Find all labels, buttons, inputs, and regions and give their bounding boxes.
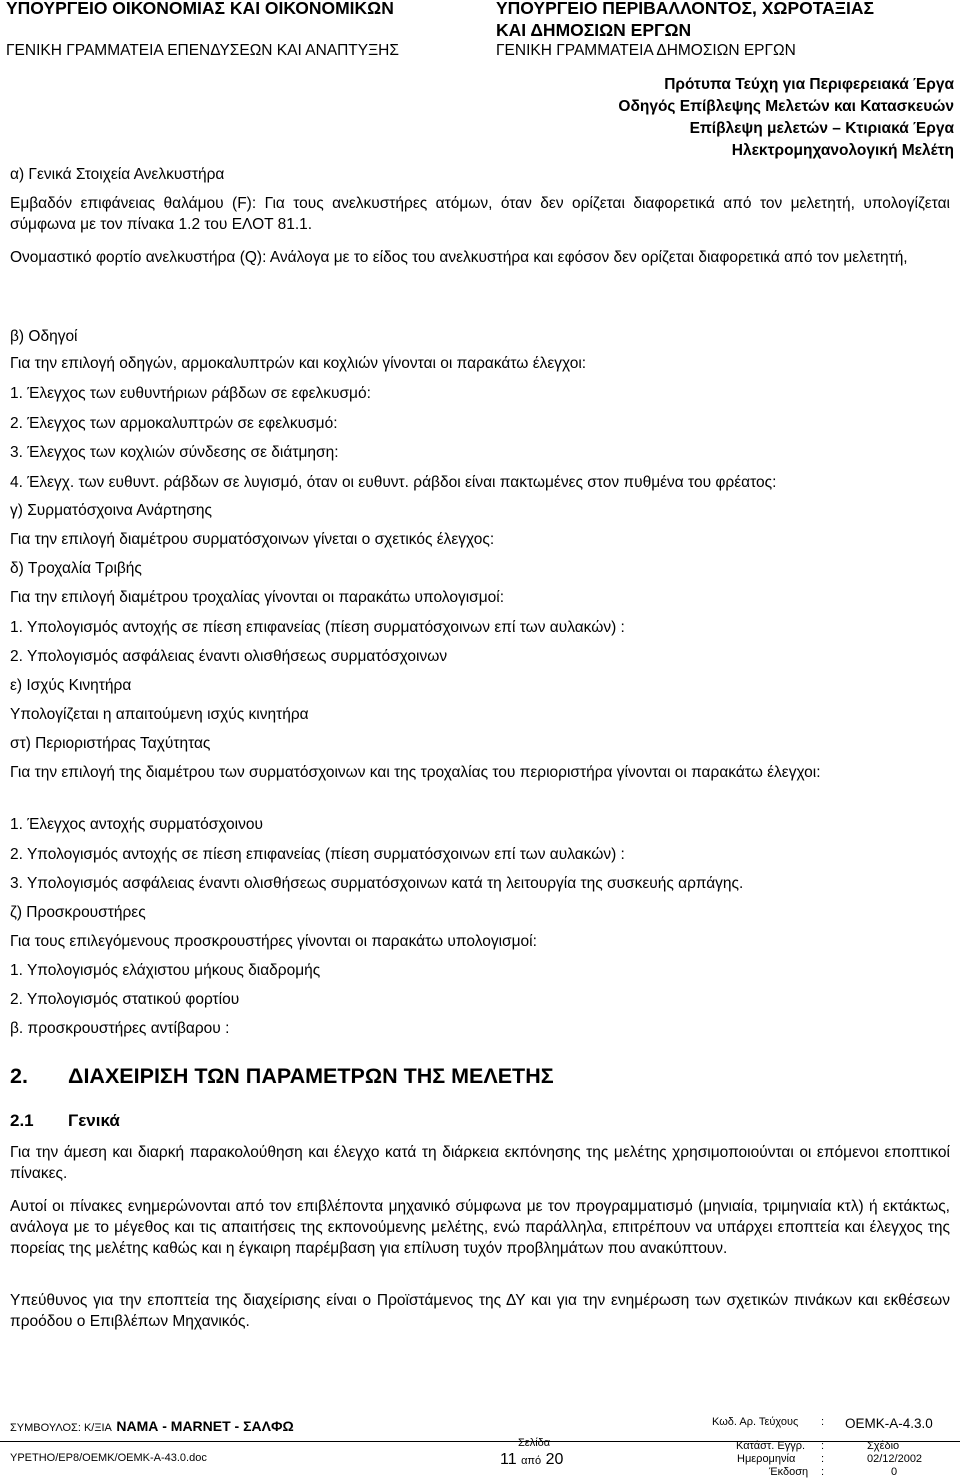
footer-status-value: Σχέδιο (867, 1440, 900, 1452)
guides-item-1: 1. Έλεγχος των ευθυντήριων ράβδων σε εφελκυσμό: (10, 385, 371, 402)
governor-item-3: 3. Υπολογισμός ασφάλειας έναντι ολισθήσεως συρματόσχοινων κατά τη λειτουργία της συσκευής αρπάγης. (10, 875, 744, 892)
buffers-intro: Για τους επιλεγόμενους προσκρουστήρες γίνονται οι παρακάτω υπολογισμοί: (10, 933, 537, 950)
heading-motor-power: ε) Ισχύς Κινητήρα (10, 677, 132, 694)
buffers-item-3: β. προσκρουστήρες αντίβαρου : (10, 1020, 230, 1037)
sheave-item-2: 2. Υπολογισμός ασφάλειας έναντι ολισθήσεως συρματόσχοινων (10, 648, 448, 665)
footer-date-label: Ημερομηνία (737, 1453, 796, 1465)
guides-item-4: 4. Έλεγχ. των ευθυντ. ράβδων σε λυγισμό, όταν οι ευθυντ. ράβδοι είναι πακτωμένες στον πυθμένα του φρέατος: (10, 474, 777, 491)
paragraph-monitoring: Για την άμεση και διαρκή παρακολούθηση και έλεγχο κατά τη διάρκεια εκπόνησης της μελέτης χρησιμοποιούνται οι επόμενοι εποπτικοί πίνακες. (10, 1144, 950, 1182)
paragraph-responsibility: Υπεύθυνος για την εποπτεία της διαχείρισης είναι ο Προϊστάμενος της ΔΥ και για την ενημέρωση των σχετικών πινάκων και εκθέσεων προόδου ο Επιβλέπων Μηχανικός. (10, 1292, 950, 1330)
footer-page-of: από (521, 1455, 542, 1467)
footer-colon-3: : (821, 1453, 825, 1465)
header-secretariat-right: ΓΕΝΙΚΗ ΓΡΑΜΜΑΤΕΙΑ ΔΗΜΟΣΙΩΝ ΕΡΓΩΝ (496, 42, 796, 59)
doc-title-line-2: Οδηγός Επίβλεψης Μελετών και Κατασκευών (618, 98, 954, 115)
motor-intro: Υπολογίζεται η απαιτούμενη ισχύς κινητήρα (10, 706, 309, 723)
governor-item-2: 2. Υπολογισμός αντοχής σε πίεση επιφανείας (πίεση συρματόσχοινων επί των αυλακών) : (10, 846, 625, 863)
buffers-item-1: 1. Υπολογισμός ελάχιστου μήκους διαδρομής (10, 962, 321, 979)
footer-edition-value: 0 (891, 1466, 898, 1478)
buffers-item-2: 2. Υπολογισμός στατικού φορτίου (10, 991, 240, 1008)
footer-page-number: 11 (500, 1451, 517, 1468)
heading-speed-governor: στ) Περιοριστήρας Ταχύτητας (10, 735, 211, 752)
footer-colon-4: : (821, 1466, 825, 1478)
footer-page-label: Σελίδα (518, 1437, 551, 1449)
footer-consultant-name: ΝΑΜΑ - MARNET - ΣΑΛΦΩ (116, 1418, 294, 1434)
subsection-title: Γενικά (68, 1111, 120, 1130)
header-ministry-right-1: ΥΠΟΥΡΓΕΙΟ ΠΕΡΙΒΑΛΛΟΝΤΟΣ, ΧΩΡΟΤΑΞΙΑΣ (496, 0, 875, 18)
paragraph-tables-update: Αυτοί οι πίνακες ενημερώνονται από τον επιβλέποντα μηχανικό σύμφωνα με τον προγραμματισμό (μηνιαία, τριμηνιαία κτλ) ή εκτάκτως, ανάλογα με το μέγεθος και τις απαιτήσεις της εκπονούμενης μελέτης, ενώ παράλληλα, επιτρέπουν να υπάρχει εποπτεία και έλεγχος της πορείας της μελέτης καθώς και η έγκαιρη παρέμβαση για επίλυση τυχόν προβλημάτων που ανακύπτουν. (10, 1198, 950, 1257)
section-number: 2. (10, 1064, 28, 1088)
heading-buffers: ζ) Προσκρουστήρες (10, 904, 146, 921)
guides-intro: Για την επιλογή οδηγών, αρμοκαλυπτρών και κοχλιών γίνονται οι παρακάτω έλεγχοι: (10, 355, 587, 372)
doc-title-line-3: Επίβλεψη μελετών – Κτιριακά Έργα (689, 120, 954, 137)
footer-page-counter (500, 1451, 563, 1469)
footer-divider (0, 1441, 960, 1442)
footer-edition-label: Έκδοση (769, 1466, 809, 1478)
governor-intro: Για την επιλογή της διαμέτρου των συρματόσχοινων και της τροχαλίας του περιοριστήρα γίνονται οι παρακάτω έλεγχοι: (10, 764, 821, 781)
footer-consultant-label: ΣΥΜΒΟΥΛΟΣ: Κ/ΞΙΑ (10, 1422, 112, 1434)
section-title: ΔΙΑΧΕΙΡΙΣΗ ΤΩΝ ΠΑΡΑΜΕΤΡΩΝ ΤΗΣ ΜΕΛΕΤΗΣ (68, 1064, 554, 1088)
paragraph-floor-area: Εμβαδόν επιφάνειας θαλάμου (F): Για τους ανελκυστήρες ατόμων, όταν δεν ορίζεται διαφορετικά από τον μελετητή, υπολογίζεται σύμφωνα με τον πίνακα 1.2 του ΕΛΟΤ 81.1. (10, 195, 950, 233)
doc-title-line-1: Πρότυπα Τεύχη για Περιφερειακά Έργα (664, 76, 954, 93)
footer-consultant (10, 1418, 294, 1436)
footer-file-name: ΥΡΕΤΗΟ/ΕΡ8/ΟΕΜΚ/ΟΕΜΚ-Α-43.0.doc (10, 1452, 207, 1464)
footer-colon-2: : (821, 1440, 825, 1452)
guides-item-2: 2. Έλεγχος των αρμοκαλυπτρών σε εφελκυσμό: (10, 415, 338, 432)
doc-title-line-4: Ηλεκτρομηχανολογική Μελέτη (731, 142, 954, 159)
heading-guides: β) Οδηγοί (10, 328, 78, 345)
heading-general-lift: α) Γενικά Στοιχεία Ανελκυστήρα (10, 166, 225, 183)
footer-status-label: Κατάστ. Εγγρ. (736, 1440, 806, 1452)
heading-ropes: γ) Συρματόσχοινα Ανάρτησης (10, 502, 213, 519)
heading-traction-sheave: δ) Τροχαλία Τριβής (10, 560, 142, 577)
footer-page-total: 20 (545, 1451, 564, 1468)
paragraph-nominal-load: Ονομαστικό φορτίο ανελκυστήρα (Q): Ανάλογα με το είδος του ανελκυστήρα και εφόσον δεν ορίζεται διαφορετικά από τον μελετητή, (10, 249, 908, 266)
header-secretariat-left: ΓΕΝΙΚΗ ΓΡΑΜΜΑΤΕΙΑ ΕΠΕΝΔΥΣΕΩΝ ΚΑΙ ΑΝΑΠΤΥΞΗΣ (6, 42, 399, 59)
footer-colon-1: : (821, 1416, 825, 1428)
footer-date-value: 02/12/2002 (867, 1453, 923, 1465)
header-ministry-left: ΥΠΟΥΡΓΕΙΟ ΟΙΚΟΝΟΜΙΑΣ ΚΑΙ ΟΙΚΟΝΟΜΙΚΩΝ (6, 0, 394, 18)
sheave-intro: Για την επιλογή διαμέτρου τροχαλίας γίνονται οι παρακάτω υπολογισμοί: (10, 589, 505, 606)
footer-code-value: ΟΕΜΚ-Α-4.3.0 (845, 1416, 933, 1431)
ropes-intro: Για την επιλογή διαμέτρου συρματόσχοινων γίνεται ο σχετικός έλεγχος: (10, 531, 495, 548)
governor-item-1: 1. Έλεγχος αντοχής συρματόσχοινου (10, 816, 263, 833)
sheave-item-1: 1. Υπολογισμός αντοχής σε πίεση επιφανείας (πίεση συρματόσχοινων επί των αυλακών) : (10, 619, 625, 636)
header-ministry-right-2: ΚΑΙ ΔΗΜΟΣΙΩΝ ΕΡΓΩΝ (496, 20, 692, 40)
footer-code-label: Κωδ. Αρ. Τεύχους (712, 1416, 799, 1428)
subsection-number: 2.1 (10, 1111, 34, 1130)
guides-item-3: 3. Έλεγχος των κοχλιών σύνδεσης σε διάτμηση: (10, 444, 339, 461)
